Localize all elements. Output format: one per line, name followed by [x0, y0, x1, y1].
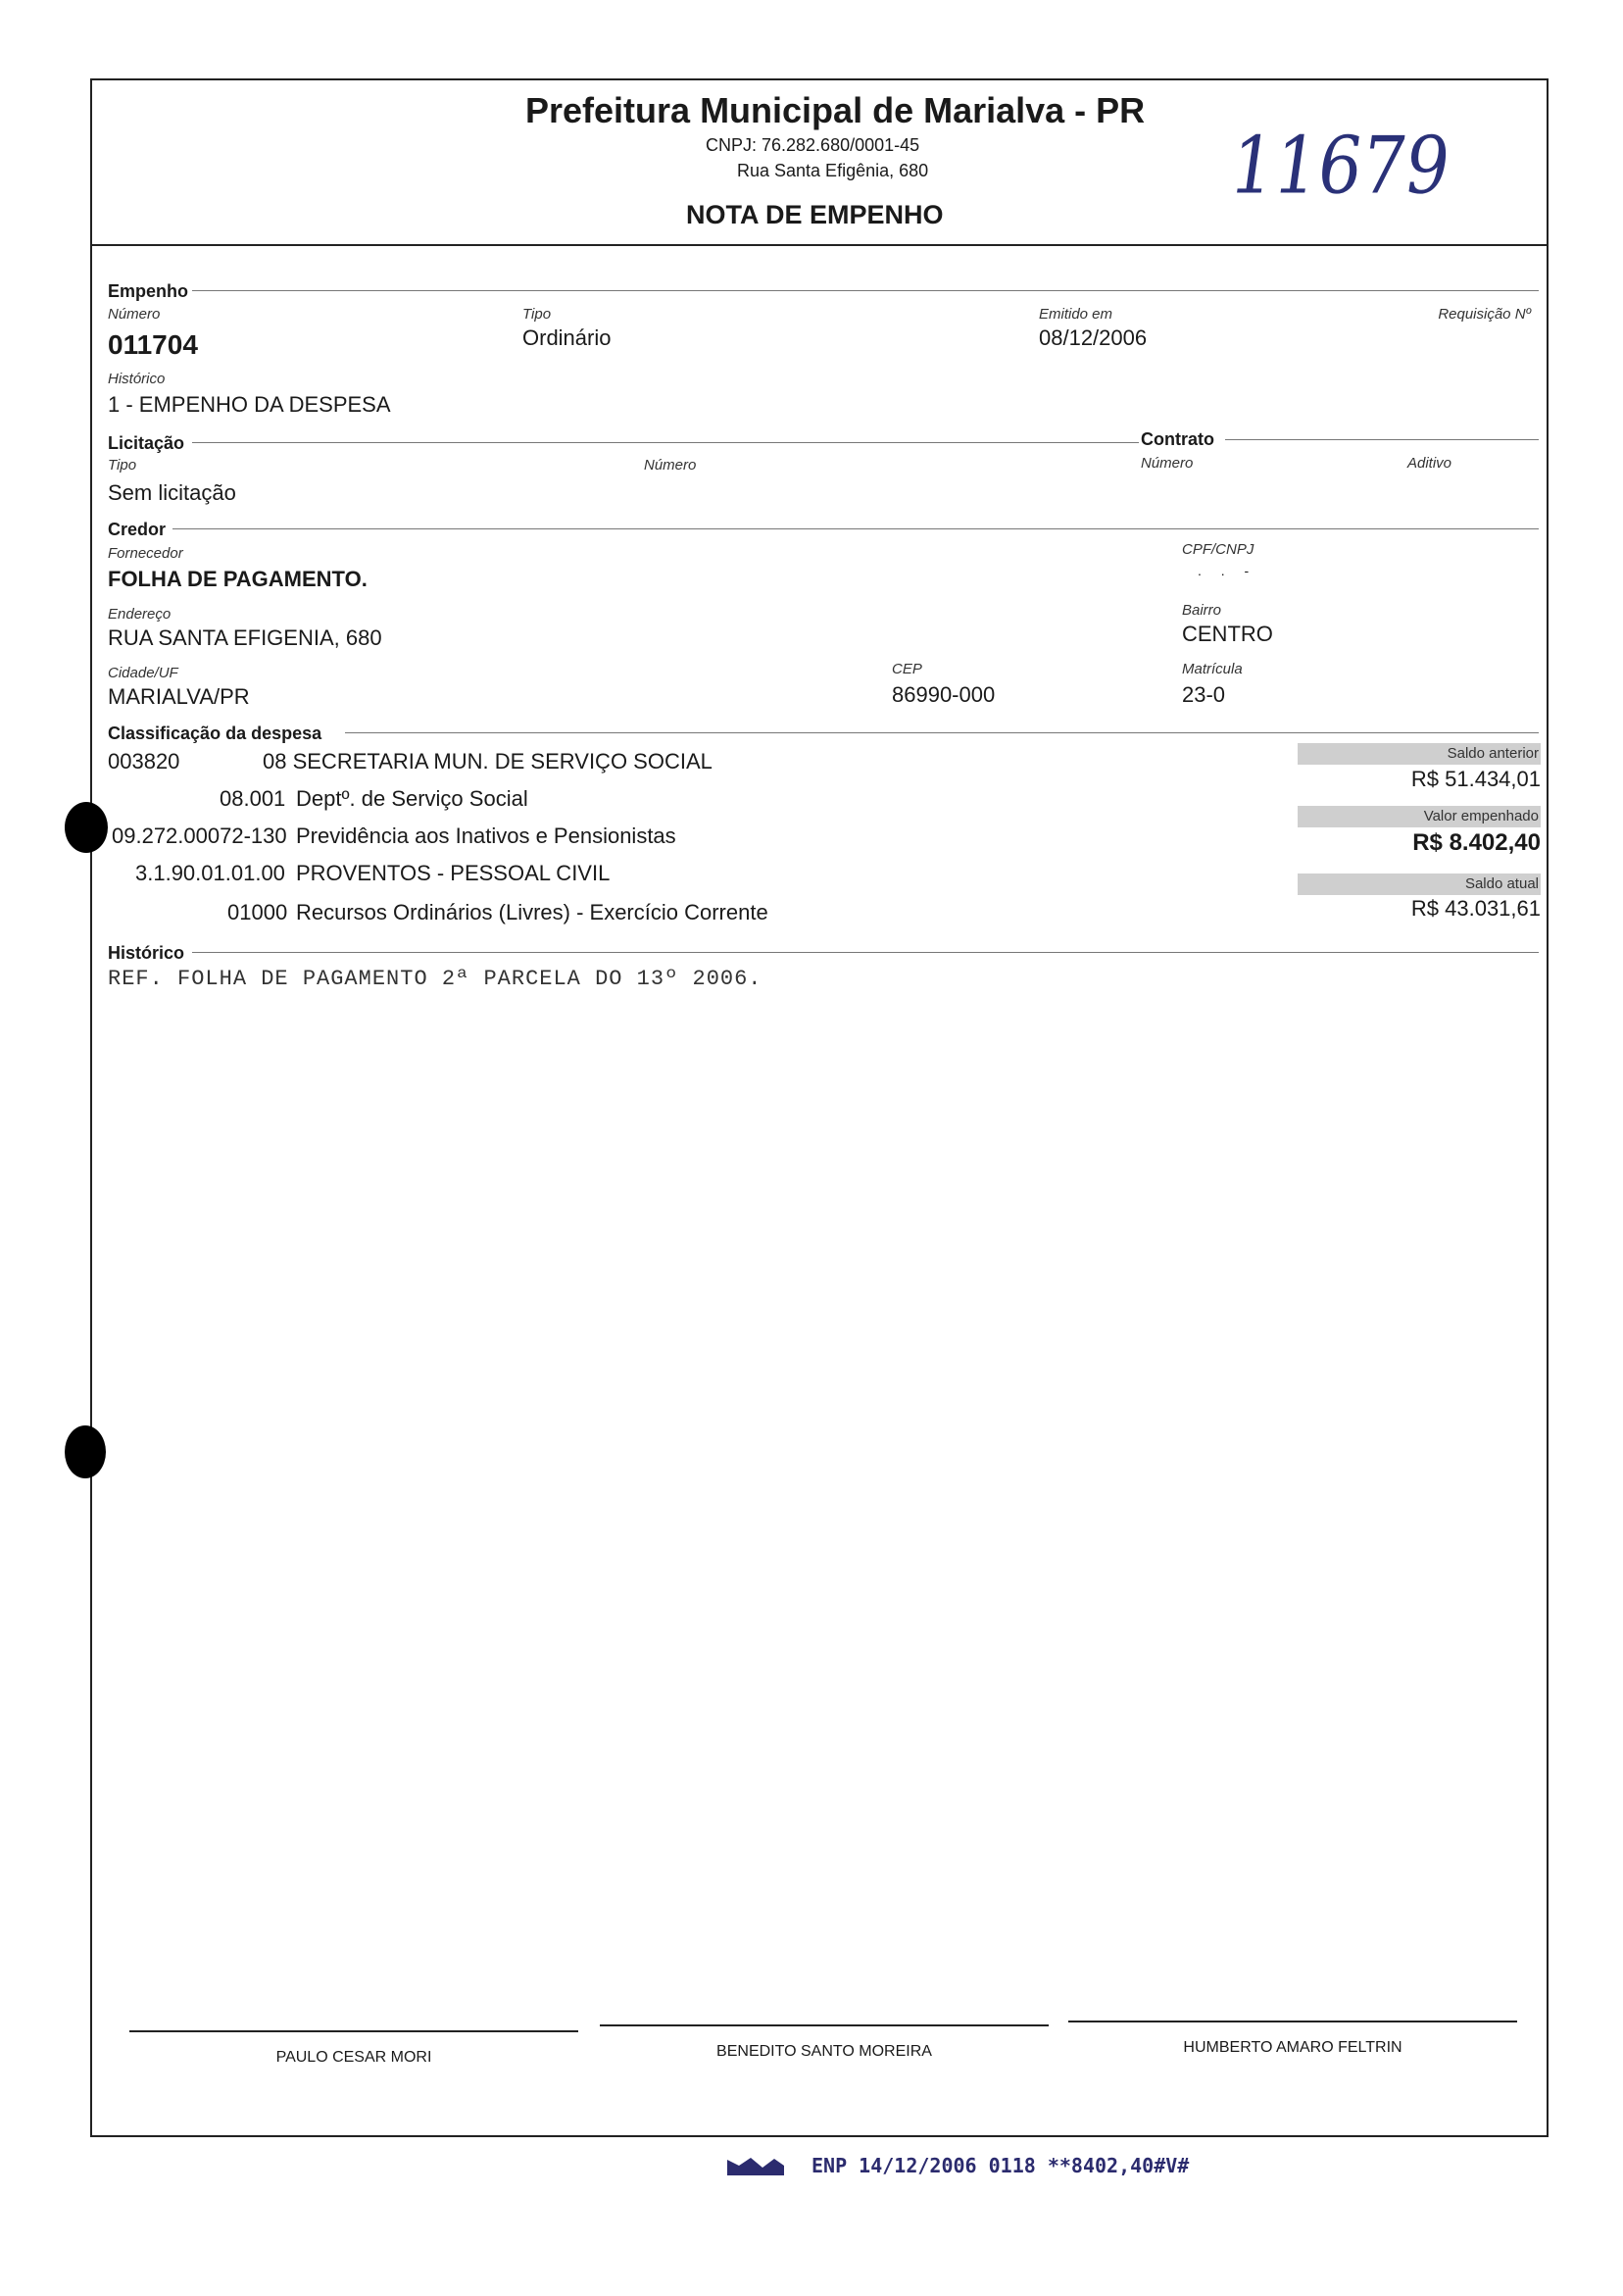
signature-name-3: HUMBERTO AMARO FELTRIN — [1183, 2039, 1402, 2056]
bairro-value: CENTRO — [1182, 622, 1273, 646]
cep-label: CEP — [892, 661, 922, 677]
class-line-1-text: 08 SECRETARIA MUN. DE SERVIÇO SOCIAL — [263, 749, 713, 774]
endereco-label: Endereço — [108, 606, 172, 623]
saldo-anterior-value: R$ 51.434,01 — [1410, 767, 1541, 791]
emitido-date: 08/12/2006 — [1039, 325, 1148, 350]
signature-line-3 — [1068, 2021, 1517, 2022]
class-line-2-code: 08.001 — [220, 786, 286, 811]
signature-name-1: PAULO CESAR MORI — [275, 2049, 432, 2066]
stamp-mark-icon — [725, 2156, 786, 2177]
document-frame — [90, 78, 1549, 2137]
empenho-numero-label: Número — [108, 306, 161, 323]
credor-rule — [172, 528, 1539, 529]
historico-section-title: Histórico — [108, 943, 185, 963]
contrato-numero-label: Número — [1141, 455, 1194, 472]
fornecedor-value: FOLHA DE PAGAMENTO. — [108, 567, 368, 591]
credor-section-title: Credor — [108, 520, 167, 539]
header-divider — [90, 244, 1549, 246]
empenho-rule — [192, 290, 1539, 291]
punch-hole-top — [65, 802, 108, 853]
empenho-tipo-label: Tipo — [522, 306, 552, 323]
licitacao-numero-label: Número — [644, 457, 697, 474]
fornecedor-label: Fornecedor — [108, 545, 183, 562]
class-line-1-code: 003820 — [108, 749, 180, 774]
bairro-label: Bairro — [1182, 602, 1222, 619]
empenho-section-title: Empenho — [108, 281, 189, 301]
empenho-numero: 011704 — [108, 329, 198, 360]
empenho-historico: 1 - EMPENHO DA DESPESA — [108, 392, 391, 417]
cnpj-text: CNPJ: 76.282.680/0001-45 — [706, 135, 920, 155]
punch-hole-bottom — [65, 1425, 106, 1478]
class-line-3-code: 09.272.00072-130 — [112, 824, 287, 848]
licitacao-tipo: Sem licitação — [108, 480, 236, 505]
valor-empenhado-label: Valor empenhado — [1298, 806, 1541, 827]
valor-empenhado-value: R$ 8.402,40 — [1412, 829, 1541, 856]
historico-text: REF. FOLHA DE PAGAMENTO 2ª PARCELA DO 13º 2006. — [108, 967, 762, 991]
class-line-3-text: Previdência aos Inativos e Pensionistas — [296, 824, 676, 848]
saldo-anterior-label: Saldo anterior — [1298, 743, 1541, 765]
cidade-value: MARIALVA/PR — [108, 684, 250, 709]
contrato-section-title: Contrato — [1141, 429, 1214, 449]
saldo-atual-value: R$ 43.031,61 — [1410, 896, 1541, 921]
emitido-label: Emitido em — [1039, 306, 1113, 323]
licitacao-tipo-label: Tipo — [108, 457, 137, 474]
classificacao-rule — [345, 732, 1539, 733]
document-title: NOTA DE EMPENHO — [686, 200, 944, 229]
cidade-label: Cidade/UF — [108, 665, 178, 681]
signature-line-2 — [600, 2024, 1049, 2026]
endereco-value: RUA SANTA EFIGENIA, 680 — [108, 625, 382, 650]
requisicao-label: Requisição Nº — [1438, 306, 1531, 323]
historico-rule — [192, 952, 1539, 953]
page-title: Prefeitura Municipal de Marialva - PR — [525, 90, 1146, 130]
signature-line-1 — [129, 2030, 578, 2032]
matricula-label: Matrícula — [1182, 661, 1243, 677]
saldo-atual-label: Saldo atual — [1298, 873, 1541, 895]
class-line-4-text: PROVENTOS - PESSOAL CIVIL — [296, 861, 611, 885]
licitacao-rule — [192, 442, 1139, 443]
class-line-5-code: 01000 — [227, 900, 288, 924]
contrato-rule — [1225, 439, 1539, 440]
matricula-value: 23-0 — [1182, 682, 1226, 707]
class-line-4-code: 3.1.90.01.01.00 — [135, 861, 285, 885]
class-line-5-text: Recursos Ordinários (Livres) - Exercício Corrente — [296, 900, 768, 924]
bank-stamp: ENP 14/12/2006 0118 **8402,40#V# — [812, 2154, 1190, 2177]
contrato-aditivo-label: Aditivo — [1407, 455, 1452, 472]
empenho-tipo: Ordinário — [522, 325, 612, 350]
address-text: Rua Santa Efigênia, 680 — [737, 161, 929, 180]
handwritten-number: 11679 — [1224, 119, 1456, 213]
class-line-2-text: Deptº. de Serviço Social — [296, 786, 528, 811]
cep-value: 86990-000 — [892, 682, 996, 707]
cpf-value: . . - — [1198, 563, 1257, 578]
licitacao-section-title: Licitação — [108, 433, 185, 453]
cpf-label: CPF/CNPJ — [1182, 541, 1254, 558]
classificacao-section-title: Classificação da despesa — [108, 724, 322, 743]
empenho-historico-label: Histórico — [108, 371, 166, 387]
signature-name-2: BENEDITO SANTO MOREIRA — [716, 2043, 932, 2060]
